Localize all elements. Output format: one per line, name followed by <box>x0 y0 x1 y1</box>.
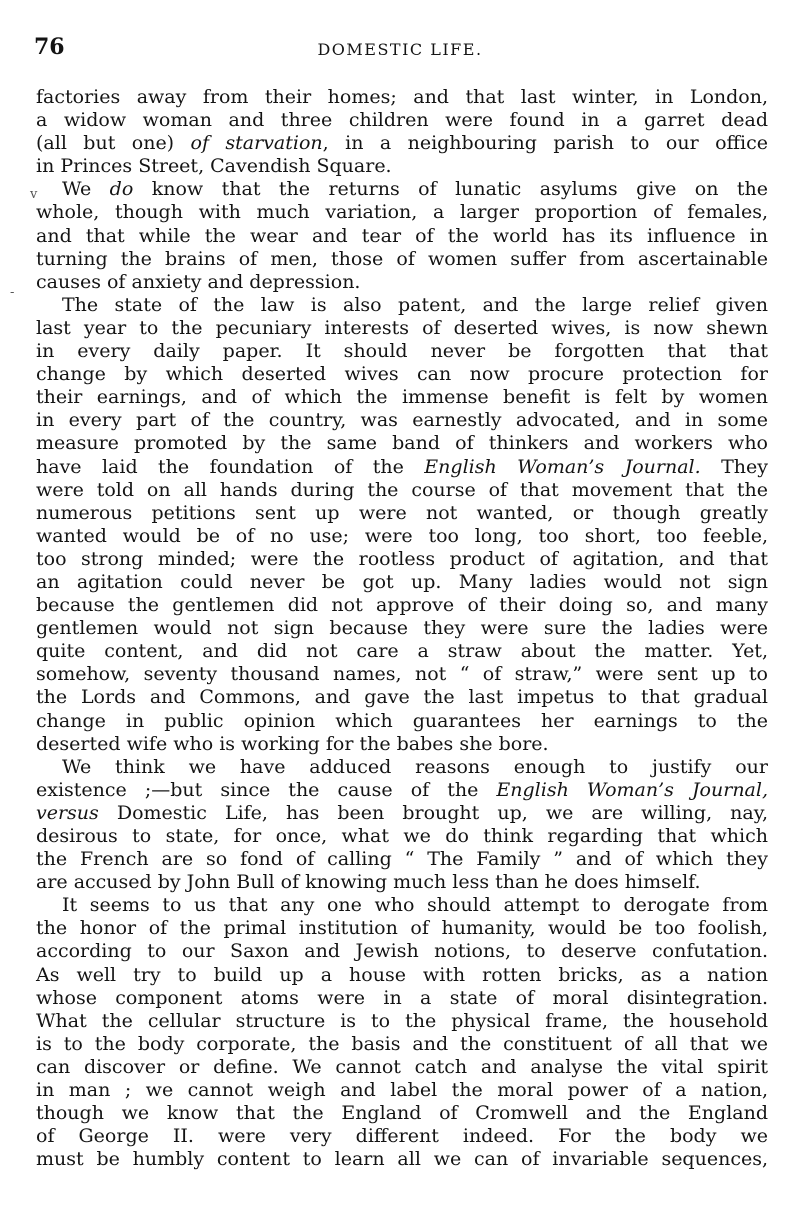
text-line: causes of anxiety and depression. <box>36 270 361 293</box>
text-line: can discover or define. We cannot catch and analyse the vital spirit <box>36 1055 768 1078</box>
text-line: We do know that the returns of lunatic asylums give on the <box>62 178 769 201</box>
text-line: quite content, and did not care a straw about the matter. Yet, <box>36 640 768 663</box>
text-line: their earnings, and of which the immense benefit is felt by women <box>36 386 768 409</box>
text-line: whose component atoms were in a state of moral disintegration. <box>36 986 768 1009</box>
text-line: according to our Saxon and Jewish notions, to deserve confutation. <box>36 940 768 963</box>
text-line: in every part of the country, was earnestly advocated, and in some <box>36 409 768 432</box>
body-text <box>36 86 768 1171</box>
page-number: 76 <box>34 34 65 60</box>
text-line: too strong minded; were the rootless product of agitation, and that <box>36 547 768 570</box>
text-line: (all but one) of starvation, in a neighbouring parish to our office <box>36 132 768 155</box>
text-line: must be humbly content to learn all we can of invariable sequences, <box>36 1148 768 1171</box>
text-line: somehow, seventy thousand names, not “ of straw,” were sent up to <box>36 663 768 686</box>
text-line: gentlemen would not sign because they were sure the ladies were <box>36 617 768 640</box>
text-line: were told on all hands during the course of that movement that the <box>36 478 768 501</box>
text-line: an agitation could never be got up. Many ladies would not sign <box>36 570 768 593</box>
text-line: of George II. were very different indeed. For the body we <box>36 1125 768 1148</box>
italic-text: of starvation <box>190 132 323 155</box>
text-line: change by which deserted wives can now procure protection for <box>36 363 768 386</box>
text-line: It seems to us that any one who should attempt to derogate from <box>62 894 768 917</box>
text-line: the honor of the primal institution of humanity, would be too foolish, <box>36 917 768 940</box>
text-line: the French are so fond of calling “ The Family ” and of which they <box>36 848 768 871</box>
text-line: wanted would be of no use; were too long, too short, too feeble, <box>36 524 768 547</box>
text-line: existence ;—but since the cause of the English Woman’s Journal, <box>36 778 768 801</box>
text-line: last year to the pecuniary interests of deserted wives, is now shewn <box>36 316 768 339</box>
text-line: turning the brains of men, those of women suffer from ascertainable <box>36 247 768 270</box>
text-line: versus Domestic Life, has been brought up, we are willing, nay, <box>36 801 768 824</box>
running-head: DOMESTIC LIFE. <box>317 40 483 59</box>
text-line: numerous petitions sent up were not wanted, or though greatly <box>36 501 768 524</box>
text-line: desirous to state, for once, what we do think regarding that which <box>36 825 768 847</box>
text-line: the Lords and Commons, and gave the last impetus to that gradual <box>36 686 768 709</box>
text-line: and that while the wear and tear of the world has its influence in <box>36 224 768 247</box>
margin-mark: - <box>10 285 15 300</box>
text-line: are accused by John Bull of knowing much less than he does himself. <box>36 871 701 894</box>
text-line: We think we have adduced reasons enough to justify our <box>62 755 768 778</box>
text-line: in Princes Street, Cavendish Square. <box>36 155 392 178</box>
text-line: because the gentlemen did not approve of their doing so, and many <box>36 594 768 617</box>
text-line: The state of the law is also patent, and the large relief given <box>62 293 768 316</box>
italic-text: versus <box>36 801 99 824</box>
text-line: have laid the foundation of the English Woman’s Journal. They <box>36 455 768 478</box>
text-line: a widow woman and three children were found in a garret dead <box>36 109 768 132</box>
text-line: deserted wife who is working for the babes she bore. <box>36 732 549 755</box>
page-header <box>30 34 770 64</box>
text-line: in every daily paper. It should never be forgotten that that <box>36 340 768 363</box>
italic-text: English Woman’s Journal. <box>424 455 701 478</box>
text-line: though we know that the England of Cromwell and the England <box>36 1102 768 1125</box>
text-line: measure promoted by the same band of thinkers and workers who <box>36 432 768 455</box>
text-line: is to the body corporate, the basis and the constituent of all that we <box>36 1032 768 1055</box>
margin-mark: v <box>30 187 38 202</box>
text-line: in man ; we cannot weigh and label the moral power of a nation, <box>36 1079 768 1102</box>
text-line: change in public opinion which guarantees her earnings to the <box>36 709 768 732</box>
text-line: As well try to build up a house with rotten bricks, as a nation <box>36 963 768 986</box>
text-line: whole, though with much variation, a larger proportion of females, <box>36 201 768 224</box>
text-line: factories away from their homes; and that last winter, in London, <box>36 86 768 108</box>
italic-text: do <box>109 178 134 201</box>
italic-text: English Woman’s Journal, <box>496 778 768 801</box>
text-line: What the cellular structure is to the physical frame, the household <box>36 1009 768 1032</box>
